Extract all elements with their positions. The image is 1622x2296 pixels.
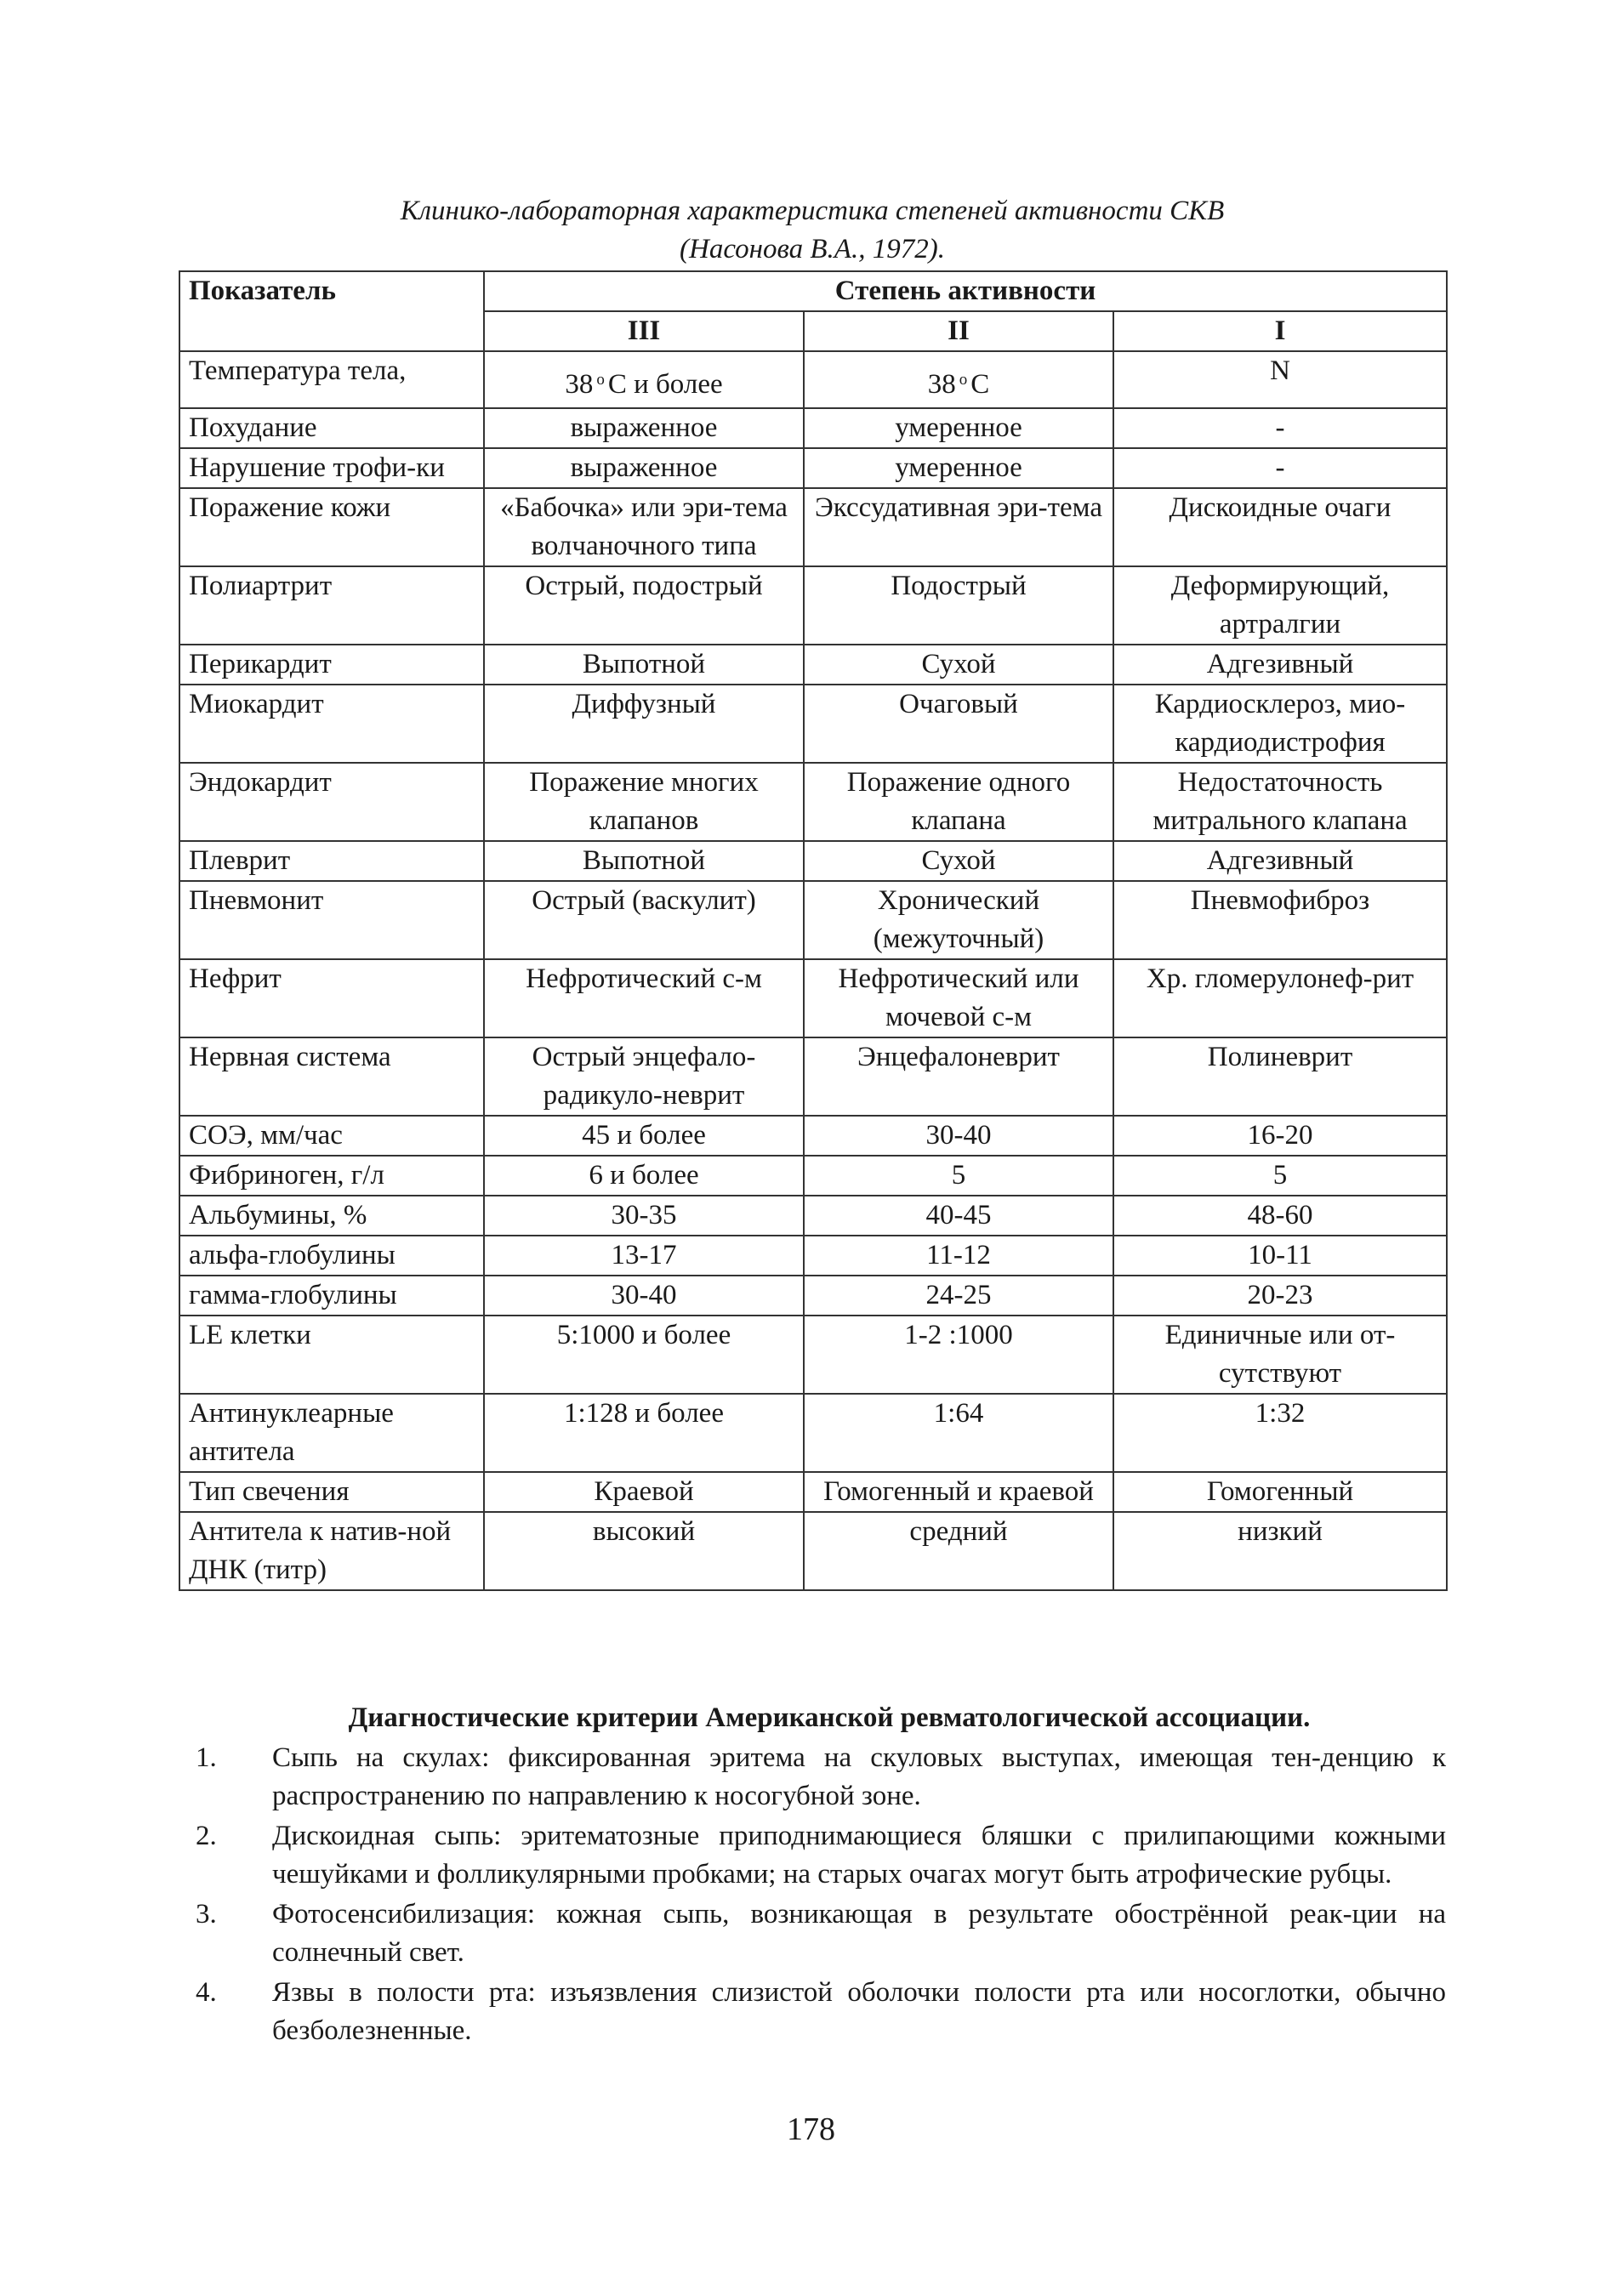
cell-degree-ii: умеренное <box>804 448 1113 488</box>
table-row <box>179 685 1447 763</box>
cell-degree-ii: 11-12 <box>804 1236 1113 1276</box>
cell-degree-i: Адгезивный <box>1113 841 1447 881</box>
table-row <box>179 763 1447 841</box>
table-row <box>179 959 1447 1037</box>
cell-indicator: Фибриноген, г/л <box>179 1156 484 1196</box>
cell-degree-i: низкий <box>1113 1512 1447 1590</box>
cell-degree-i: Деформирующий, артралгии <box>1113 566 1447 645</box>
cell-degree-i: N <box>1113 351 1447 408</box>
cell-degree-i: 10-11 <box>1113 1236 1447 1276</box>
cell-degree-ii: 30-40 <box>804 1116 1113 1156</box>
cell-indicator: Плеврит <box>179 841 484 881</box>
temp-ii-value: 38 <box>927 369 956 400</box>
cell-degree-iii: Острый (васкулит) <box>484 881 804 959</box>
table-row <box>179 1276 1447 1316</box>
criteria-item-number: 3. <box>196 1899 217 1929</box>
table-row <box>179 1512 1447 1590</box>
cell-degree-iii: 45 и более <box>484 1116 804 1156</box>
table-row <box>179 566 1447 645</box>
cell-degree-i: - <box>1113 448 1447 488</box>
criteria-title: Диагностические критерии Американской ревматологической ассоциации. <box>348 1702 1311 1733</box>
cell-degree-i: 1:32 <box>1113 1394 1447 1472</box>
cell-degree-i: 5 <box>1113 1156 1447 1196</box>
cell-degree-iii: 30-40 <box>484 1276 804 1316</box>
cell-degree-ii: 1:64 <box>804 1394 1113 1472</box>
cell-degree-i: Единичные или от-сутствуют <box>1113 1316 1447 1394</box>
criteria-item-text: Фотосенсибилизация: кожная сыпь, возникающая в результате обострённой реак-ции на солнечный свет. <box>272 1899 1446 1968</box>
cell-indicator: Температура тела, <box>179 351 484 408</box>
header-degree-iii: III <box>484 311 804 351</box>
table-row <box>179 841 1447 881</box>
cell-degree-i: - <box>1113 408 1447 448</box>
cell-degree-ii: 1-2 :1000 <box>804 1316 1113 1394</box>
cell-indicator: Эндокардит <box>179 763 484 841</box>
criteria-section <box>179 1699 1446 2050</box>
cell-indicator: альфа-глобулины <box>179 1236 484 1276</box>
cell-indicator: Антинуклеарные антитела <box>179 1394 484 1472</box>
cell-degree-iii: 5:1000 и более <box>484 1316 804 1394</box>
cell-degree-iii: выраженное <box>484 408 804 448</box>
cell-degree-ii: Нефротический или мочевой с-м <box>804 959 1113 1037</box>
cell-degree-iii: 6 и более <box>484 1156 804 1196</box>
table-caption <box>179 192 1446 269</box>
cell-degree-iii: 1:128 и более <box>484 1394 804 1472</box>
temp-iii-unit: С и более <box>607 369 723 400</box>
header-degree: Степень активности <box>484 271 1447 311</box>
cell-degree-iii: 13-17 <box>484 1236 804 1276</box>
temp-ii-unit: С <box>970 369 990 400</box>
temp-iii-value: 38 <box>565 369 594 400</box>
criteria-item-text: Сыпь на скулах: фиксированная эритема на скуловых выступах, имеющая тен-денцию к распространению по направлению к носогубной зоне. <box>272 1742 1446 1811</box>
cell-degree-iii: Выпотной <box>484 841 804 881</box>
cell-indicator: Поражение кожи <box>179 488 484 566</box>
table-row <box>179 645 1447 685</box>
cell-degree-iii <box>484 351 804 408</box>
cell-degree-iii: «Бабочка» или эри-тема волчаночного типа <box>484 488 804 566</box>
cell-degree-iii: выраженное <box>484 448 804 488</box>
cell-indicator: Похудание <box>179 408 484 448</box>
cell-degree-i: 20-23 <box>1113 1276 1447 1316</box>
cell-degree-ii: Энцефалоневрит <box>804 1037 1113 1116</box>
table-row <box>179 1316 1447 1394</box>
cell-indicator: Полиартрит <box>179 566 484 645</box>
criteria-item-text: Дискоидная сыпь: эритематозные приподнимающиеся бляшки с прилипающими кожными чешуйками и фолликулярными пробками; на старых очагах могут быть атрофические рубцы. <box>272 1821 1446 1890</box>
cell-indicator: LE клетки <box>179 1316 484 1394</box>
header-indicator: Показатель <box>179 271 484 351</box>
cell-indicator: Альбумины, % <box>179 1196 484 1236</box>
cell-degree-i: Недостаточность митрального клапана <box>1113 763 1447 841</box>
cell-degree-i: Пневмофиброз <box>1113 881 1447 959</box>
cell-degree-iii: Выпотной <box>484 645 804 685</box>
cell-degree-ii: 40-45 <box>804 1196 1113 1236</box>
cell-degree-ii: средний <box>804 1512 1113 1590</box>
table-header-row <box>179 271 1447 311</box>
table-row <box>179 408 1447 448</box>
cell-degree-i: 48-60 <box>1113 1196 1447 1236</box>
cell-indicator: гамма-глобулины <box>179 1276 484 1316</box>
cell-degree-i: Полиневрит <box>1113 1037 1447 1116</box>
cell-degree-iii: 30-35 <box>484 1196 804 1236</box>
cell-degree-iii: Краевой <box>484 1472 804 1512</box>
cell-degree-iii: Диффузный <box>484 685 804 763</box>
cell-degree-ii: 5 <box>804 1156 1113 1196</box>
cell-indicator: Перикардит <box>179 645 484 685</box>
cell-degree-i: Дискоидные очаги <box>1113 488 1447 566</box>
cell-degree-i: 16-20 <box>1113 1116 1447 1156</box>
cell-degree-ii: умеренное <box>804 408 1113 448</box>
cell-degree-i: Гомогенный <box>1113 1472 1447 1512</box>
table-row <box>179 1472 1447 1512</box>
cell-degree-ii <box>804 351 1113 408</box>
cell-indicator: Нефрит <box>179 959 484 1037</box>
table-row <box>179 1037 1447 1116</box>
cell-indicator: Тип свечения <box>179 1472 484 1512</box>
table-row-temperature <box>179 351 1447 408</box>
cell-degree-i: Адгезивный <box>1113 645 1447 685</box>
criteria-item-number: 4. <box>196 1977 217 2008</box>
activity-table <box>179 270 1448 1591</box>
cell-degree-ii: 24-25 <box>804 1276 1113 1316</box>
cell-indicator: Антитела к натив-ной ДНК (титр) <box>179 1512 484 1590</box>
table-row <box>179 448 1447 488</box>
table-row <box>179 488 1447 566</box>
criteria-item <box>179 1817 1446 1894</box>
cell-degree-ii: Хронический (межуточный) <box>804 881 1113 959</box>
table-row <box>179 1156 1447 1196</box>
criteria-item-number: 2. <box>196 1821 217 1851</box>
cell-degree-iii: Острый, подострый <box>484 566 804 645</box>
cell-degree-ii: Сухой <box>804 645 1113 685</box>
cell-degree-iii: Нефротический с-м <box>484 959 804 1037</box>
table-body <box>179 351 1447 1590</box>
cell-degree-ii: Гомогенный и краевой <box>804 1472 1113 1512</box>
degree-sign: о <box>959 371 968 389</box>
cell-degree-ii: Поражение одного клапана <box>804 763 1113 841</box>
criteria-item <box>179 1974 1446 2050</box>
cell-indicator: Пневмонит <box>179 881 484 959</box>
criteria-item <box>179 1739 1446 1816</box>
cell-indicator: СОЭ, мм/час <box>179 1116 484 1156</box>
criteria-item-text: Язвы в полости рта: изъязвления слизистой оболочки полости рта или носоглотки, обычно безболезненные. <box>272 1977 1446 2046</box>
criteria-list <box>179 1739 1446 2050</box>
cell-indicator: Нервная система <box>179 1037 484 1116</box>
cell-degree-ii: Экссудативная эри-тема <box>804 488 1113 566</box>
cell-degree-iii: Острый энцефало-радикуло-неврит <box>484 1037 804 1116</box>
cell-indicator: Миокардит <box>179 685 484 763</box>
cell-degree-ii: Сухой <box>804 841 1113 881</box>
header-degree-ii: II <box>804 311 1113 351</box>
criteria-item-number: 1. <box>196 1742 217 1773</box>
cell-degree-ii: Очаговый <box>804 685 1113 763</box>
criteria-item <box>179 1895 1446 1972</box>
table-row <box>179 1116 1447 1156</box>
table-row <box>179 1394 1447 1472</box>
table-row <box>179 1196 1447 1236</box>
table-row <box>179 1236 1447 1276</box>
table-row <box>179 881 1447 959</box>
cell-degree-iii: высокий <box>484 1512 804 1590</box>
cell-degree-iii: Поражение многих клапанов <box>484 763 804 841</box>
header-degree-i: I <box>1113 311 1447 351</box>
page-number: 178 <box>787 2111 835 2147</box>
cell-degree-ii: Подострый <box>804 566 1113 645</box>
caption-source: (Насонова В.А., 1972). <box>680 234 945 264</box>
cell-degree-i: Хр. гломерулонеф-рит <box>1113 959 1447 1037</box>
caption-title: Клинико-лабораторная характеристика степеней активности СКВ <box>400 196 1225 226</box>
cell-degree-i: Кардиосклероз, мио-кардиодистрофия <box>1113 685 1447 763</box>
degree-sign: о <box>596 371 605 389</box>
cell-indicator: Нарушение трофи-ки <box>179 448 484 488</box>
